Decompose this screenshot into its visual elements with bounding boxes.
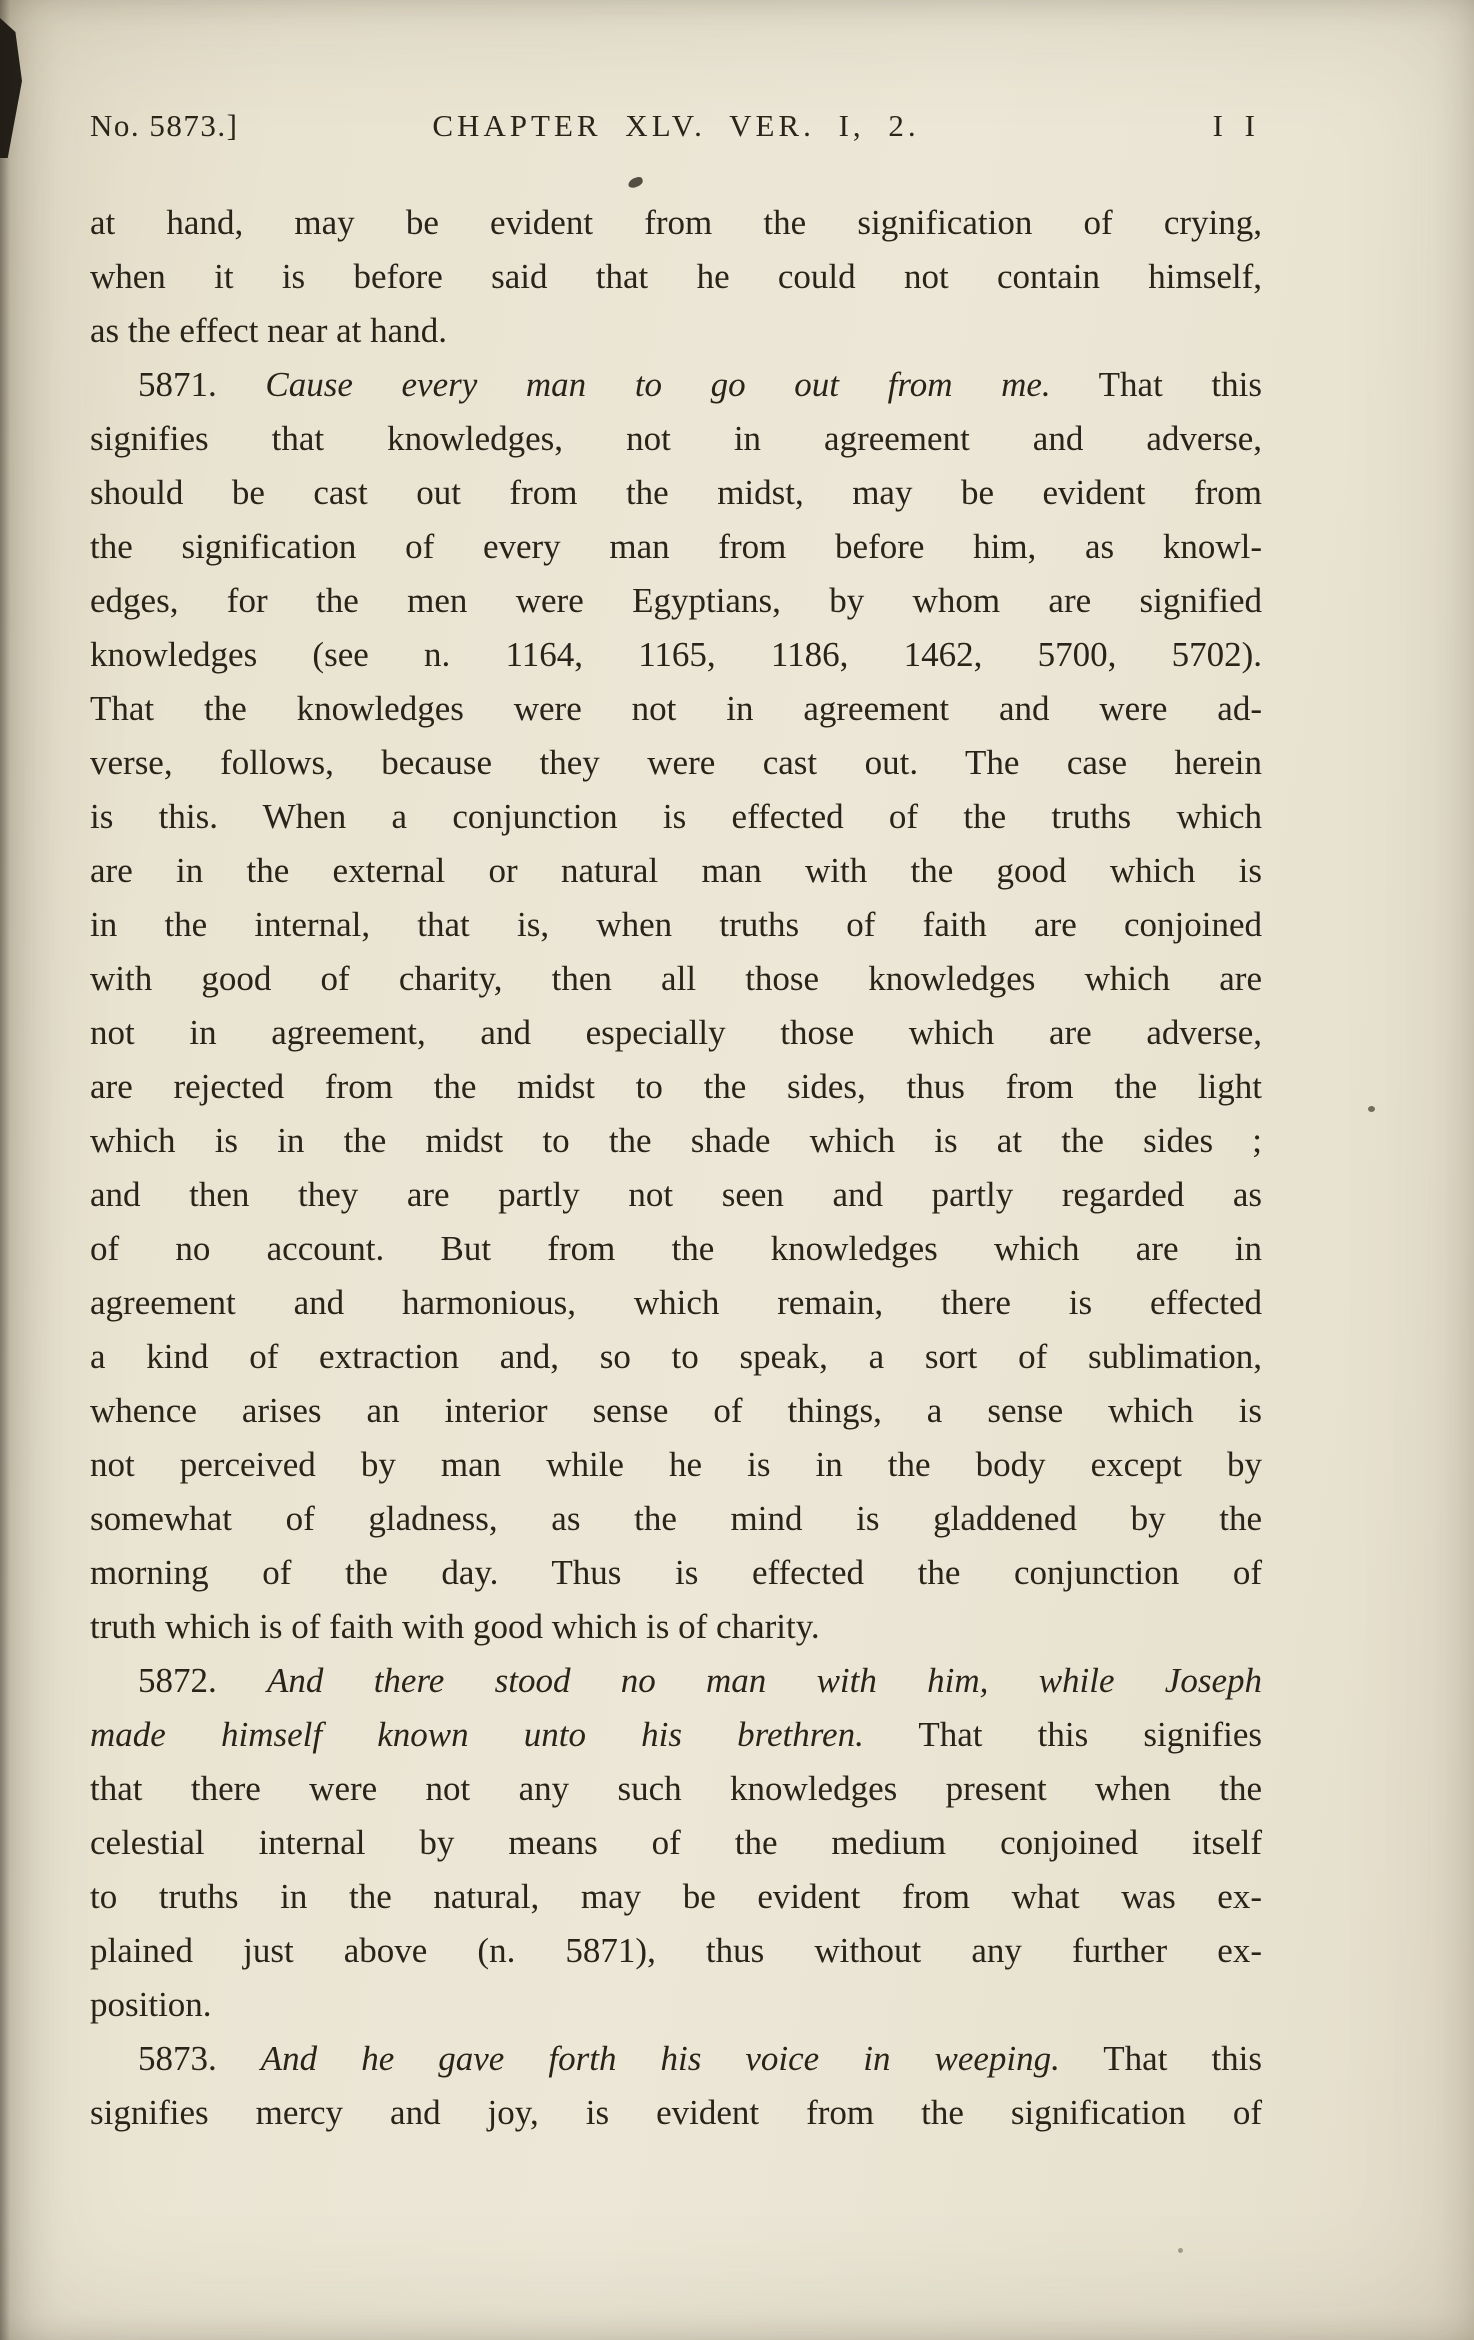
text-line [90, 1924, 1262, 1978]
body-text: is this. When a conjunction is effected of the truths which [90, 797, 1262, 836]
text-line [90, 1546, 1262, 1600]
text-line [90, 844, 1262, 898]
body-text: That this [1059, 2039, 1263, 2078]
body-text: knowledges (see n. 1164, 1165, 1186, 1462, 5700, 5702). [90, 635, 1262, 674]
ink-speck [1368, 1106, 1375, 1112]
body-text: in the internal, that is, when truths of faith are conjoined [90, 905, 1262, 944]
body-text: That this [1050, 365, 1263, 404]
text-line [90, 520, 1262, 574]
body-text: and then they are partly not seen and partly regarded as [90, 1175, 1262, 1214]
scripture-quote: Cause every man to go out from me. [265, 365, 1051, 404]
body-text: with good of charity, then all those knowledges which are [90, 959, 1262, 998]
body-text: at hand, may be evident from the signification of crying, [90, 203, 1262, 242]
text-line [90, 952, 1262, 1006]
text-line [90, 358, 1262, 412]
text-line [90, 1438, 1262, 1492]
text-line [90, 1492, 1262, 1546]
body-text: of no account. But from the knowledges which are in [90, 1229, 1262, 1268]
body-text: a kind of extraction and, so to speak, a sort of sublimation, [90, 1337, 1262, 1376]
text-line [90, 1762, 1262, 1816]
body-text: to truths in the natural, may be evident from what was ex- [90, 1877, 1262, 1916]
text-block [90, 196, 1262, 2140]
scan-artifact-left-edge [0, 0, 10, 2340]
body-text: verse, follows, because they were cast out. The case herein [90, 743, 1262, 782]
scripture-quote: And he gave forth his voice in weeping. [260, 2039, 1060, 2078]
text-line [90, 790, 1262, 844]
text-line [90, 1870, 1262, 1924]
ink-mark [627, 176, 644, 189]
text-line [90, 1276, 1262, 1330]
text-line [90, 1222, 1262, 1276]
body-text: That the knowledges were not in agreement and were ad- [90, 689, 1262, 728]
body-text: 5872. [138, 1661, 268, 1700]
header-section-number: No. 5873.] [90, 108, 239, 143]
header-chapter-title: CHAPTER XLV. VER. I, 2. [432, 108, 920, 143]
text-line [90, 1384, 1262, 1438]
body-text: should be cast out from the midst, may be evident from [90, 473, 1262, 512]
text-line [90, 250, 1262, 304]
body-text: agreement and harmonious, which remain, there is effected [90, 1283, 1262, 1322]
scripture-quote: And there stood no man with him, while Joseph [267, 1661, 1263, 1700]
body-text: somewhat of gladness, as the mind is gladdened by the [90, 1499, 1262, 1538]
body-text: celestial internal by means of the medium conjoined itself [90, 1823, 1262, 1862]
ink-speck [1178, 2248, 1183, 2253]
text-line [90, 1816, 1262, 1870]
text-line [90, 466, 1262, 520]
text-line [90, 574, 1262, 628]
text-line [90, 682, 1262, 736]
body-text: not perceived by man while he is in the body except by [90, 1445, 1262, 1484]
text-line [90, 1600, 1262, 1654]
text-line [90, 1708, 1262, 1762]
text-line [90, 196, 1262, 250]
text-line [90, 1114, 1262, 1168]
body-text: position. [90, 1985, 212, 2024]
body-text: 5873. [138, 2039, 261, 2078]
text-line [90, 412, 1262, 466]
text-line [90, 898, 1262, 952]
running-header [90, 108, 1262, 144]
scripture-quote: made himself known unto his brethren. [90, 1715, 864, 1754]
body-text: 5871. [138, 365, 266, 404]
text-line [90, 1060, 1262, 1114]
body-text: are in the external or natural man with the good which is [90, 851, 1262, 890]
text-line [90, 2032, 1262, 2086]
body-text: when it is before said that he could not contain himself, [90, 257, 1262, 296]
body-text: are rejected from the midst to the sides, thus from the light [90, 1067, 1262, 1106]
body-text: morning of the day. Thus is effected the conjunction of [90, 1553, 1262, 1592]
body-text: whence arises an interior sense of things, a sense which is [90, 1391, 1262, 1430]
body-text: as the effect near at hand. [90, 311, 447, 350]
body-text: edges, for the men were Egyptians, by whom are signified [90, 581, 1262, 620]
text-line [90, 2086, 1262, 2140]
text-line [90, 736, 1262, 790]
body-text: the signification of every man from before him, as knowl- [90, 527, 1262, 566]
body-text: not in agreement, and especially those which are adverse, [90, 1013, 1262, 1052]
text-line [90, 1168, 1262, 1222]
header-page-number: I I [1212, 108, 1262, 143]
body-text: that there were not any such knowledges present when the [90, 1769, 1262, 1808]
body-text: signifies that knowledges, not in agreement and adverse, [90, 419, 1262, 458]
text-line [90, 1330, 1262, 1384]
text-line [90, 1006, 1262, 1060]
body-text: That this signifies [863, 1715, 1262, 1754]
text-line [90, 304, 1262, 358]
text-line [90, 1654, 1262, 1708]
body-text: plained just above (n. 5871), thus without any further ex- [90, 1931, 1262, 1970]
text-line [90, 628, 1262, 682]
body-text: which is in the midst to the shade which is at the sides ; [90, 1121, 1262, 1160]
body-text: truth which is of faith with good which is of charity. [90, 1607, 820, 1646]
body-text: signifies mercy and joy, is evident from the signification of [90, 2093, 1262, 2132]
text-line [90, 1978, 1262, 2032]
